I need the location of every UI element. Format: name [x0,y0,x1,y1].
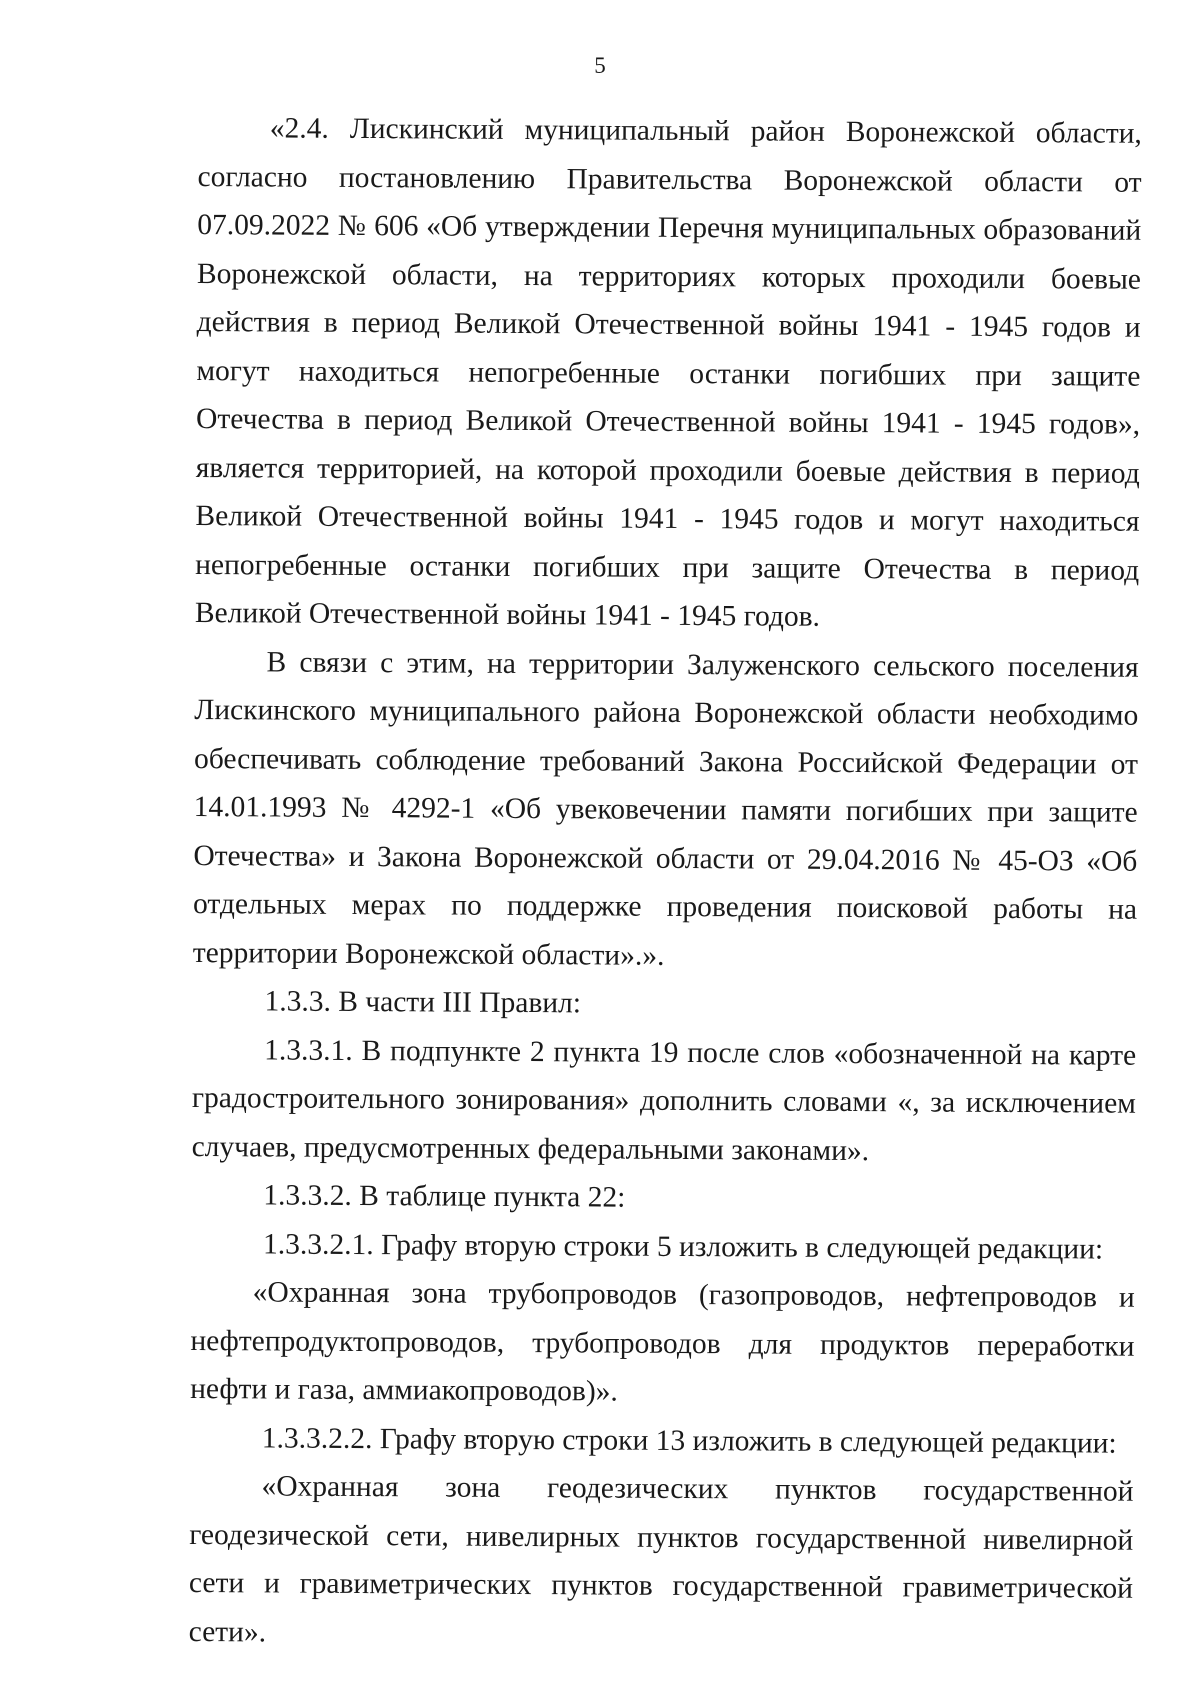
paragraph-1-3-3-2-2: 1.3.3.2.2. Графу вторую строки 13 изложить в следующей редакции: [261,1421,1117,1460]
paragraph-in-connection: В связи с этим, на территории Залуженского сельского поселения Лискинского муниципального района Воронежской области необходимо обеспечивать соблюдение требований Закона Российской Федерации от 14.01.1993 № 4292-1 «Об увековечении памяти погибших при защите Отечества» и Закона Воронежской области от 29.04.2016 № 45-ОЗ «Об отдельных мерах по поддержке проведения поисковой работы на территории Воронежской области».». [192,645,1139,972]
paragraph-2-4: «2.4. Лискинский муниципальный район Воронежской области, согласно постановлению Правительства Воронежской области от 07.09.2022 № 606 «Об утверждении Перечня муниципальных образований Воронежской области, на территориях которых проходили боевые действия в период Великой Отечественной войны 1941 - 1945 годов и могут находиться непогребенные останки погибших при защите Отечества в период Великой Отечественной войны 1941 - 1945 годов», является территорией, на которой проходили боевые действия в период Великой Отечественной войны 1941 - 1945 годов и могут находиться непогребенные останки погибших при защите Отечества в период Великой Отечественной войны 1941 - 1945 годов. [194,112,1142,633]
page-number: 5 [594,53,606,78]
paragraph-1-3-3-2: 1.3.3.2. В таблице пункта 22: [263,1179,626,1214]
paragraph-1-3-3: 1.3.3. В части III Правил: [264,985,582,1020]
paragraph-pipeline-zone-quote: «Охранная зона трубопроводов (газопроводов, нефтепроводов и нефтепродуктопроводов, трубопроводов для продуктов переработки нефти и газа, аммиакопроводов)». [190,1276,1135,1408]
paragraph-1-3-3-2-1: 1.3.3.2.1. Графу вторую строки 5 изложить в следующей редакции: [262,1227,1104,1266]
paragraph-geodetic-zone-quote: «Охранная зона геодезических пунктов государственной геодезической сети, нивелирных пунктов государственной нивелирной сети и гравиметрических пунктов государственной гравиметрической сети». [188,1470,1134,1648]
paragraph-1-3-3-1: 1.3.3.1. В подпункте 2 пункта 19 после слов «обозначенной на карте градостроительного зонирования» дополнить словами «, за исключением случаев, предусмотренных федеральными законами». [191,1033,1137,1167]
document-body [189,104,1142,1662]
